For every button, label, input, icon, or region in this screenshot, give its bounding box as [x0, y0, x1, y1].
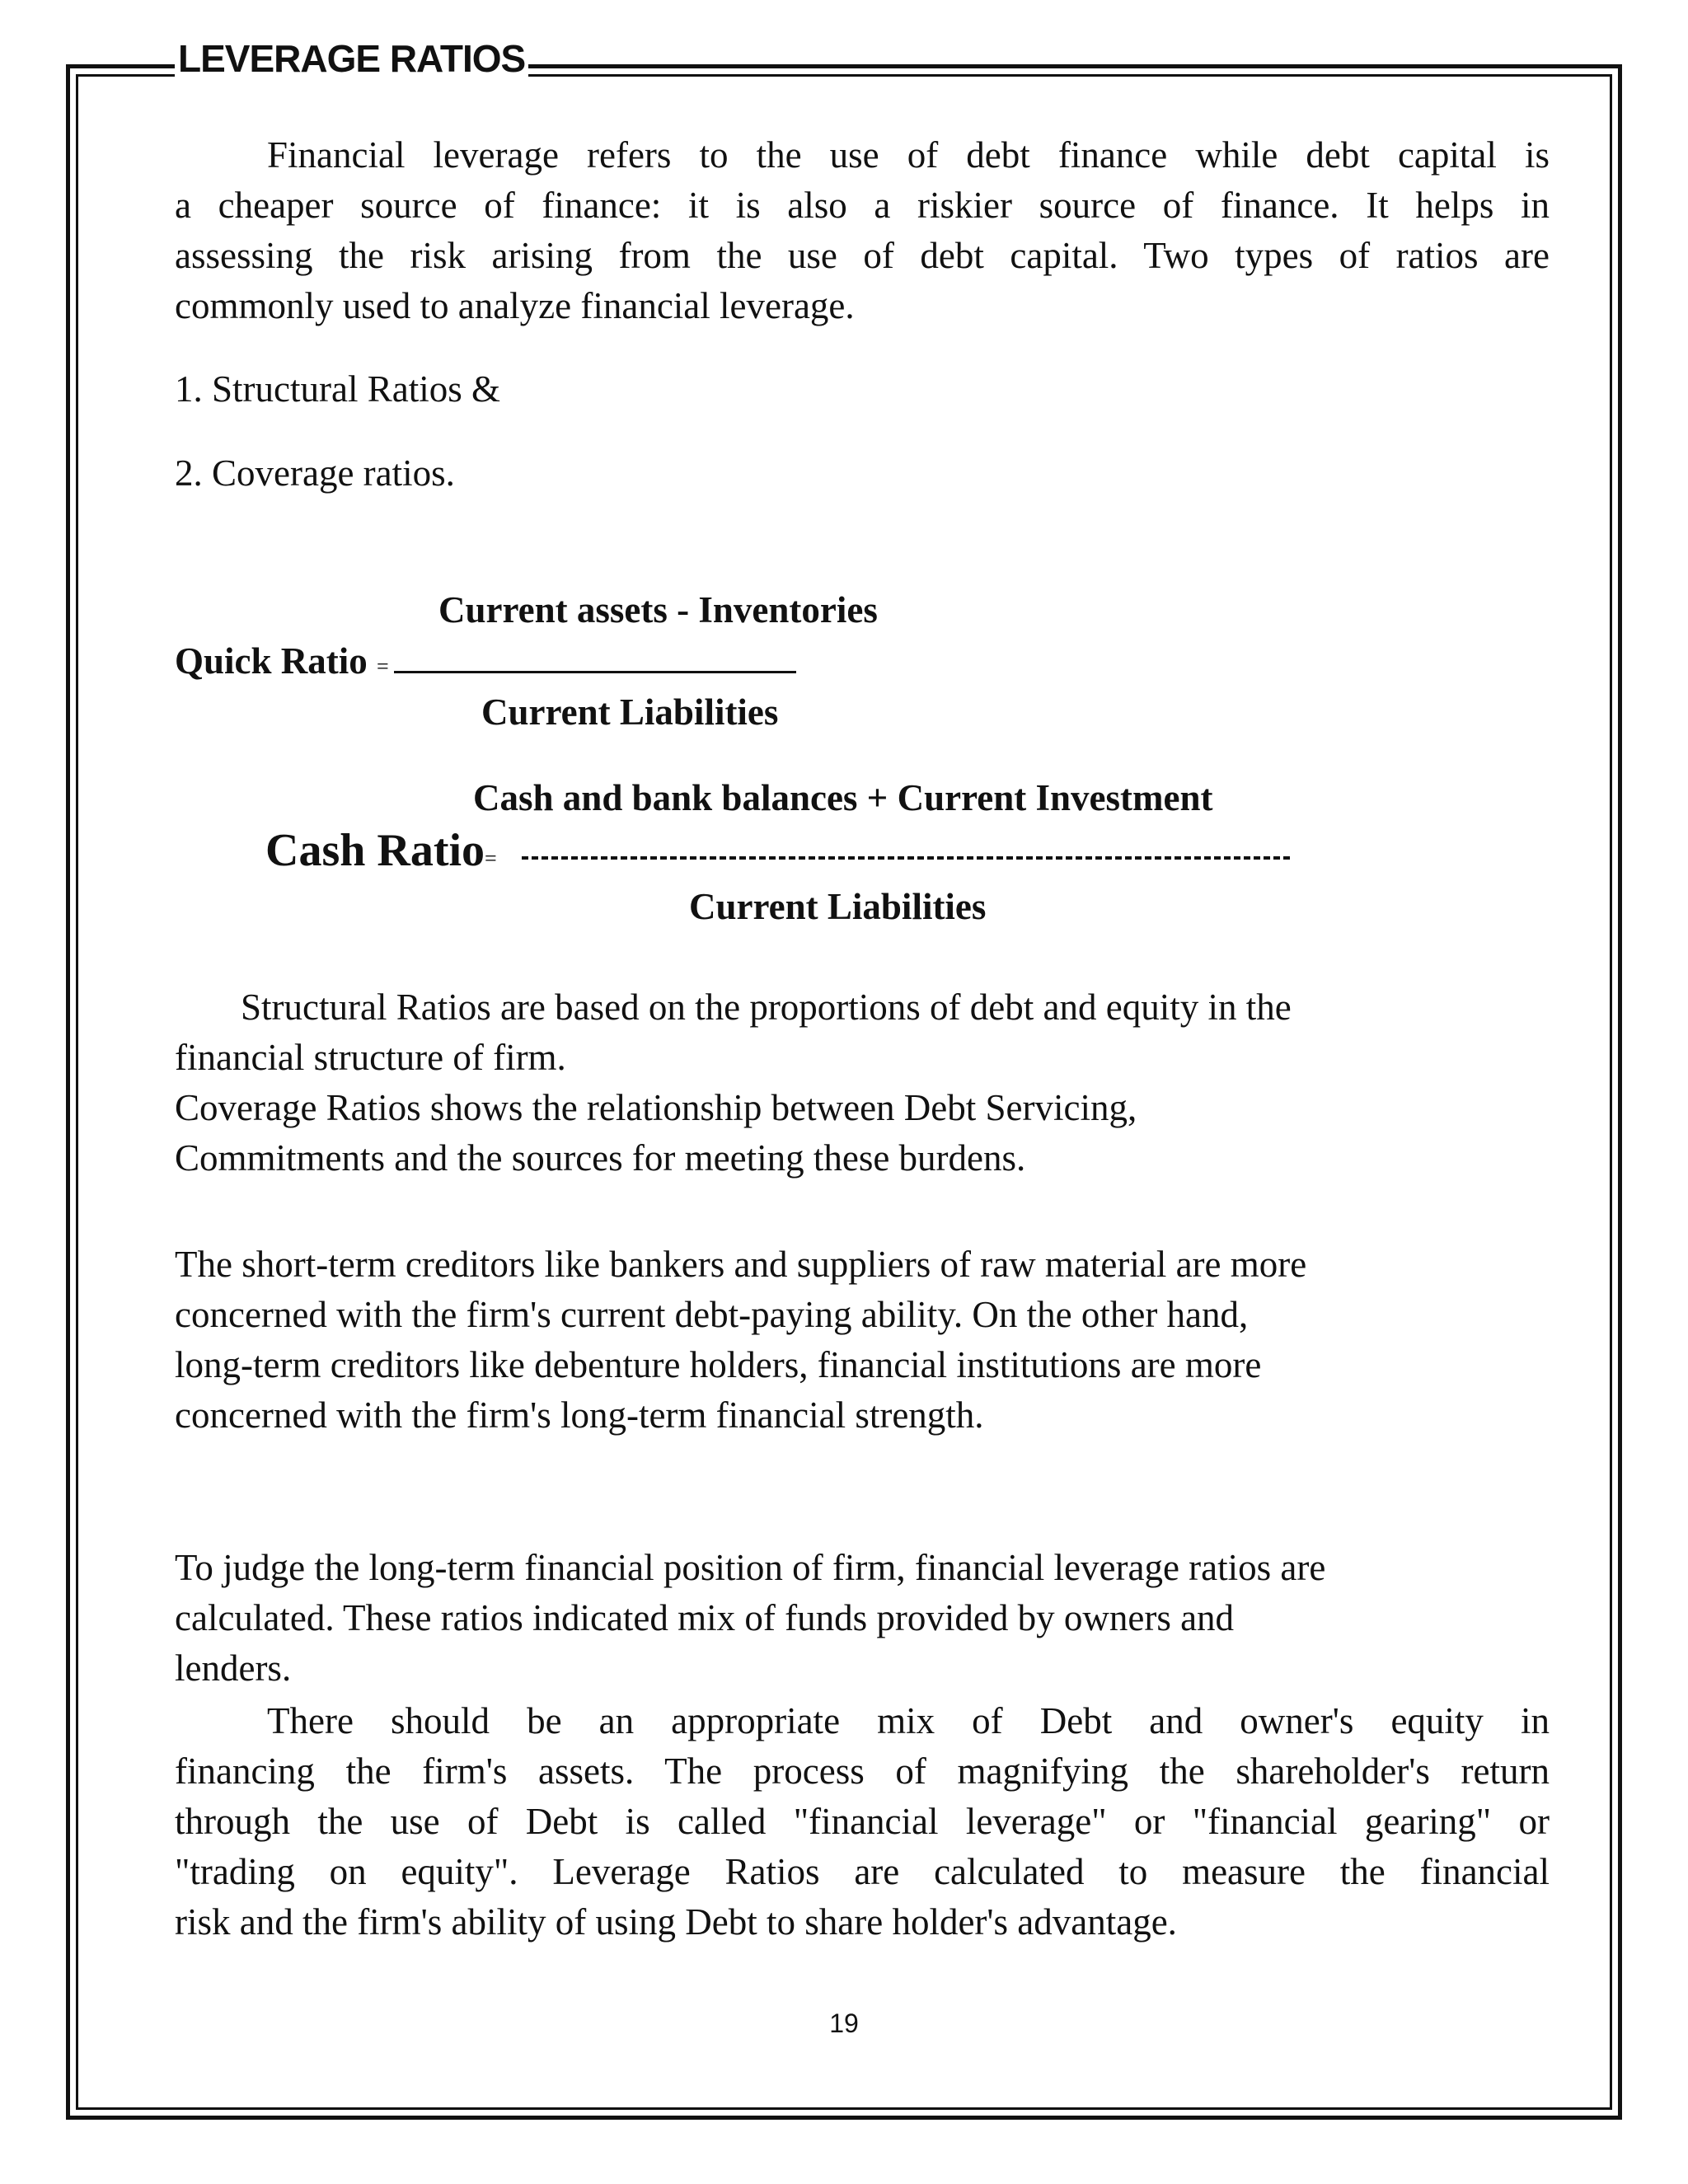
quick-ratio-equals: = [377, 654, 389, 678]
judge-paragraph [175, 1543, 1550, 1694]
mix-line-1: There should be an appropriate mix of Debt and owner's equity in [267, 1700, 1550, 1741]
cash-ratio-label: Cash Ratio [265, 825, 485, 876]
creditors-paragraph [175, 1240, 1550, 1441]
structural-line-2: financial structure of firm. [175, 1037, 566, 1078]
cash-ratio-fraction-bar [522, 850, 1290, 860]
quick-ratio-denominator: Current Liabilities [481, 691, 779, 733]
cash-ratio-row [265, 824, 1290, 877]
mix-paragraph [175, 1696, 1550, 1947]
quick-ratio-numerator: Current assets - Inventories [438, 589, 878, 630]
section-heading: LEVERAGE RATIOS [175, 40, 528, 77]
coverage-line-2: Commitments and the sources for meeting these burdens. [175, 1137, 1026, 1179]
creditors-line-4: concerned with the firm's long-term financial strength. [175, 1394, 984, 1436]
quick-ratio-label: Quick Ratio [175, 640, 368, 682]
intro-line-1: Financial leverage refers to the use of debt finance while debt capital is [267, 134, 1550, 176]
mix-line-5: risk and the firm's ability of using Debt to share holder's advantage. [175, 1901, 1177, 1943]
cash-ratio-numerator: Cash and bank balances + Current Investment [473, 777, 1213, 818]
cash-ratio-denominator: Current Liabilities [689, 886, 987, 927]
mix-line-2: financing the firm's assets. The process of magnifying the shareholder's return [175, 1750, 1550, 1792]
intro-line-4: commonly used to analyze financial leverage. [175, 285, 855, 326]
intro-line-2: a cheaper source of finance: it is also a riskier source of finance. It helps in [175, 185, 1550, 226]
mix-line-4: "trading on equity". Leverage Ratios are calculated to measure the financial [175, 1851, 1550, 1892]
page-number: 19 [829, 2008, 859, 2038]
judge-line-3: lenders. [175, 1647, 292, 1689]
coverage-line-1: Coverage Ratios shows the relationship between Debt Servicing, [175, 1087, 1137, 1128]
structural-coverage-paragraph [175, 982, 1550, 1183]
ratio-type-list-item-2: 2. Coverage ratios. [175, 452, 455, 494]
judge-line-2: calculated. These ratios indicated mix of funds provided by owners and [175, 1597, 1235, 1638]
intro-paragraph [175, 130, 1550, 331]
quick-ratio-fraction-bar [394, 641, 796, 673]
structural-line-1: Structural Ratios are based on the proportions of debt and equity in the [241, 987, 1292, 1028]
creditors-line-1: The short-term creditors like bankers and suppliers of raw material are more [175, 1244, 1307, 1285]
ratio-type-list-item-1: 1. Structural Ratios & [175, 368, 500, 410]
creditors-line-2: concerned with the firm's current debt-paying ability. On the other hand, [175, 1294, 1249, 1335]
cash-ratio-equals: = [485, 846, 497, 870]
mix-line-3: through the use of Debt is called "financial leverage" or "financial gearing" or [175, 1801, 1550, 1842]
intro-line-3: assessing the risk arising from the use of debt capital. Two types of ratios are [175, 235, 1550, 276]
quick-ratio-row [175, 640, 796, 682]
creditors-line-3: long-term creditors like debenture holders, financial institutions are more [175, 1344, 1262, 1385]
judge-line-1: To judge the long-term financial position of firm, financial leverage ratios are [175, 1547, 1326, 1588]
